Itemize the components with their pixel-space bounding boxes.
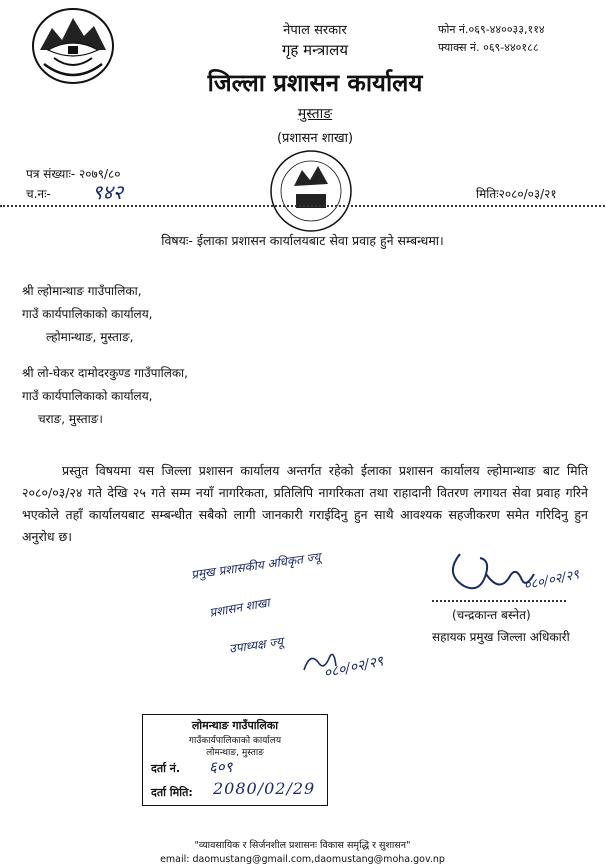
phone-number: फोन नं.०६९-४४००३३,११४	[438, 23, 545, 36]
handwritten-note-line1: प्रमुख प्रशासकीय अधिकृत ज्यू	[190, 549, 322, 582]
signature-date: ०८०/०२/२९	[522, 567, 581, 594]
recipient-1-line1: श्री ल्होमान्थाङ गाउँपालिका,	[22, 284, 142, 298]
officer-signature	[440, 544, 540, 604]
dispatch-label: च.नः-	[26, 187, 51, 201]
letter-date: मितिः२०८०/०३/२१	[476, 187, 557, 201]
dispatch-number: ९४२	[92, 180, 124, 204]
district-name: मुस्ताङ	[297, 106, 333, 122]
signatory-title: सहायक प्रमुख जिल्ला अधिकारी	[432, 630, 570, 644]
government-emblem	[30, 6, 116, 86]
letter-ref-number: पत्र संख्याः- २०७९/८०	[26, 167, 121, 181]
recipient-2-line3: चराङ, मुस्ताङ।	[38, 412, 103, 426]
stamp-date-label: दर्ता मिति:	[151, 786, 193, 799]
stamp-darta-number: ६०९	[209, 758, 233, 776]
office-name: जिल्ला प्रशासन कार्यालय	[207, 69, 423, 97]
office-seal	[266, 146, 356, 236]
fax-number: फ्याक्स नं. ०६९-४४०१८८	[438, 41, 539, 54]
footer-motto: "व्यावसायिक र सिर्जनशील प्रशासनः विकास समृद्धि र सुशासन"	[194, 840, 411, 851]
recipient-1-line2: गाउँ कार्यपालिकाको कार्यालय,	[22, 307, 153, 321]
recipient-2-line1: श्री लो-घेकर दामोदरकुण्ड गाउँपालिका,	[22, 366, 188, 380]
recipient-1-line3: ल्होमान्थाङ, मुस्ताङ,	[46, 330, 134, 344]
stamp-location: लोमन्थाङ, मुस्ताङ	[206, 748, 264, 758]
recipient-2-line2: गाउँ कार्यपालिकाको कार्यालय,	[22, 389, 153, 403]
handwritten-note-date: ०८०/०२/२९	[322, 653, 385, 682]
handwritten-initials	[300, 648, 340, 678]
registration-stamp	[142, 714, 328, 806]
signature-line	[432, 600, 566, 602]
letter-body: प्रस्तुत विषयमा यस जिल्ला प्रशासन कार्यालय अन्तर्गत रहेको ईलाका प्रशासन कार्यालय ल्होमान्थाङ बाट मिति २०८०/०३/२४ गते देखि २५ गते सम्म नयाँ नागरिकता, प्रतिलिपि नागरिकता तथा राहादानी वितरण लगायत सेवा प्रवाह गरिने भएकोले तहाँ कार्यालयबाट सम्बन्धीत सबैको लागी जानकारी गराईदिनु हुन साथै आवश्यक सहजीकरण समेत गरिदिनु हुन अनुरोध छ।	[22, 463, 588, 544]
gov-name: नेपाल सरकार	[283, 23, 347, 38]
stamp-darta-label: दर्ता नं.	[151, 762, 181, 775]
handwritten-note-line2: प्रशासन शाखा	[208, 595, 271, 620]
section-name: (प्रशासन शाखा)	[276, 131, 354, 146]
handwritten-note-line3: उपाध्यक्ष ज्यू	[228, 634, 284, 656]
ministry-name: गृह मन्त्रालय	[281, 41, 349, 59]
letter-subject: विषयः- ईलाका प्रशासन कार्यालयबाट सेवा प्रवाह हुने सम्बन्धमा।	[161, 233, 444, 248]
signatory-name: (चन्द्रकान्त बस्नेत)	[452, 608, 531, 622]
stamp-municipality: लोमन्थाङ गाउँपालिका	[191, 719, 279, 732]
footer-email: email: daomustang@gmail.com,daomustang@moha.gov.np	[160, 854, 445, 865]
header-divider	[0, 205, 605, 207]
stamp-office: गाउँकार्यपालिकाको कार्यालय	[188, 736, 282, 746]
stamp-date-value: 2080/02/29	[213, 779, 316, 798]
